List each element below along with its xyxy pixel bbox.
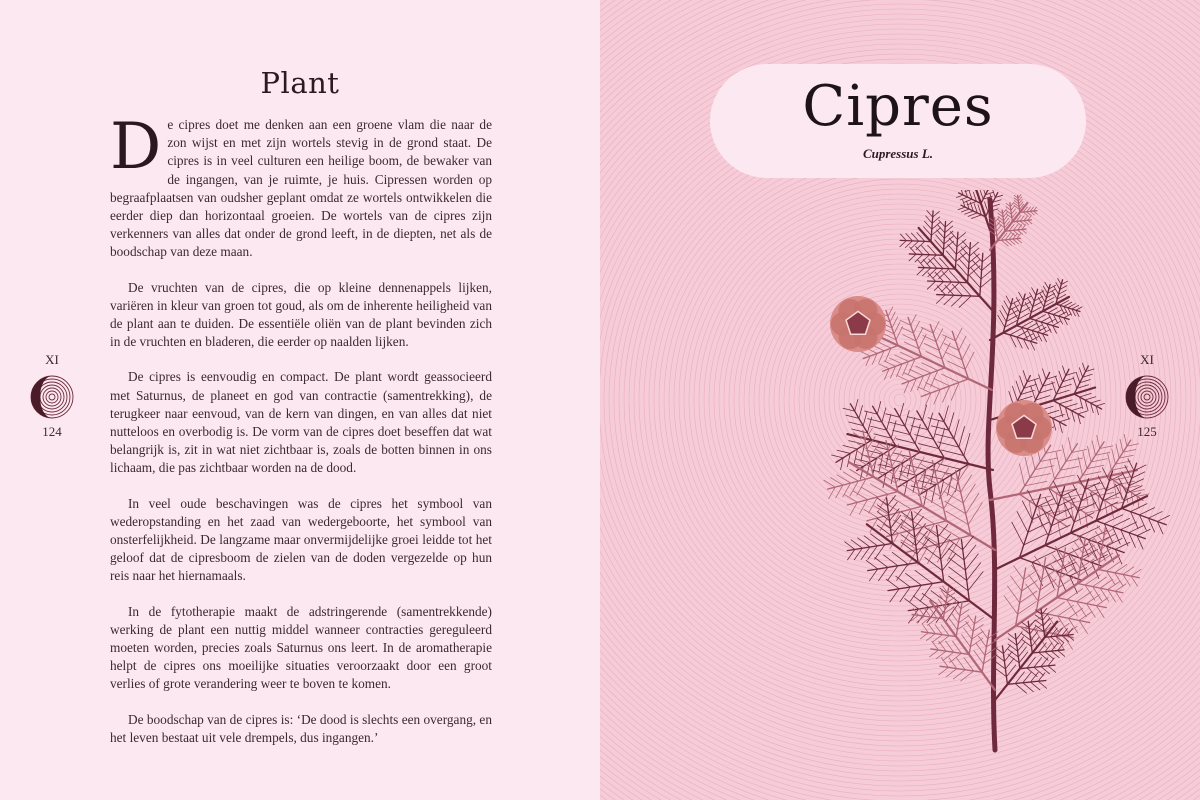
plant-name: Cipres [802,74,994,139]
moon-roman-numeral-right: XI [1140,352,1154,367]
paragraph-2: De vruchten van de cipres, die op kleine dennenappels lijken, variëren in kleur van groen tot goud, als om de inherente heiligheid van de plant aan te duiden. De essentiële oliën van de plant bevinden zich in de vruchten en bladeren, die eerder op naalden lijken. [110,279,492,350]
drop-cap: D [110,110,162,184]
paragraph-1 [110,110,492,262]
section-title: Plant [260,66,340,100]
page-number-right: 125 [1137,424,1157,439]
cypress-cone [830,296,886,352]
paragraph-5: In de fytotherapie maakt de adstringerende (samentrekkende) werking de plant een nuttig middel wanneer contracties gereguleerd moeten worden, precies zoals Saturnus ons leert. In de aromatherapie helpt de cipres ons moeilijke situaties veroorzaakt door een groot verlies of grote verandering weer te boven te komen. [110,603,492,692]
paragraph-1-text: e cipres doet me denken aan een groene vlam die naar de zon wijst en met zijn wortels stevig in de grond staat. De cipres is in veel culturen een heilige boom, de bewaker van de ingangen, van je ruimte, je huis. Cipressen worden op begraafplaatsen van oudsher geplant omdat ze wortels ontwikkelen die eerder diep dan horizontaal groeien. De wortels van de cipres zijn verkenners van alles dat onder de grond leeft, in de diepten, net als de boodschap van deze maan. [110,117,492,260]
moon-phase-icon [29,374,75,420]
moon-phase-icon [1124,374,1170,420]
page-marker-left [27,352,77,440]
page-marker-right [1122,352,1172,440]
right-page [600,0,1200,800]
latin-name: Cupressus L. [862,146,934,161]
paragraph-4: In veel oude beschavingen was de cipres het symbool van wederopstanding en het zaad van wedergeboorte, het symbool van onsterfelijkheid. De langzame maar onvermijdelijke groei leidde tot het geloof dat de cipresboom de zielen van de doden vergezelde op hun reis naar het hiernamaals. [110,495,492,584]
cypress-cone [996,400,1052,456]
body-text [110,110,492,764]
moon-roman-numeral: XI [45,352,59,367]
cypress-illustration [690,190,1170,760]
paragraph-3: De cipres is eenvoudig en compact. De plant wordt geassocieerd met Saturnus, de planeet en god van contractie (samentrekking), de terugkeer naar eenvoud, van de kern van dingen, en van alles dat niet nutteloos en overbodig is. De vorm van de cipres doet beseffen dat wat belangrijk is, zit in wat niet zichtbaar is, zoals de botten binnen in ons lichaam, die pas zichtbaar worden na de dood. [110,369,492,476]
page-number-left: 124 [42,424,62,439]
paragraph-6: De boodschap van de cipres is: ‘De dood is slechts een overgang, en het leven bestaat uit vele drempels, dus ingangen.’ [110,711,492,745]
